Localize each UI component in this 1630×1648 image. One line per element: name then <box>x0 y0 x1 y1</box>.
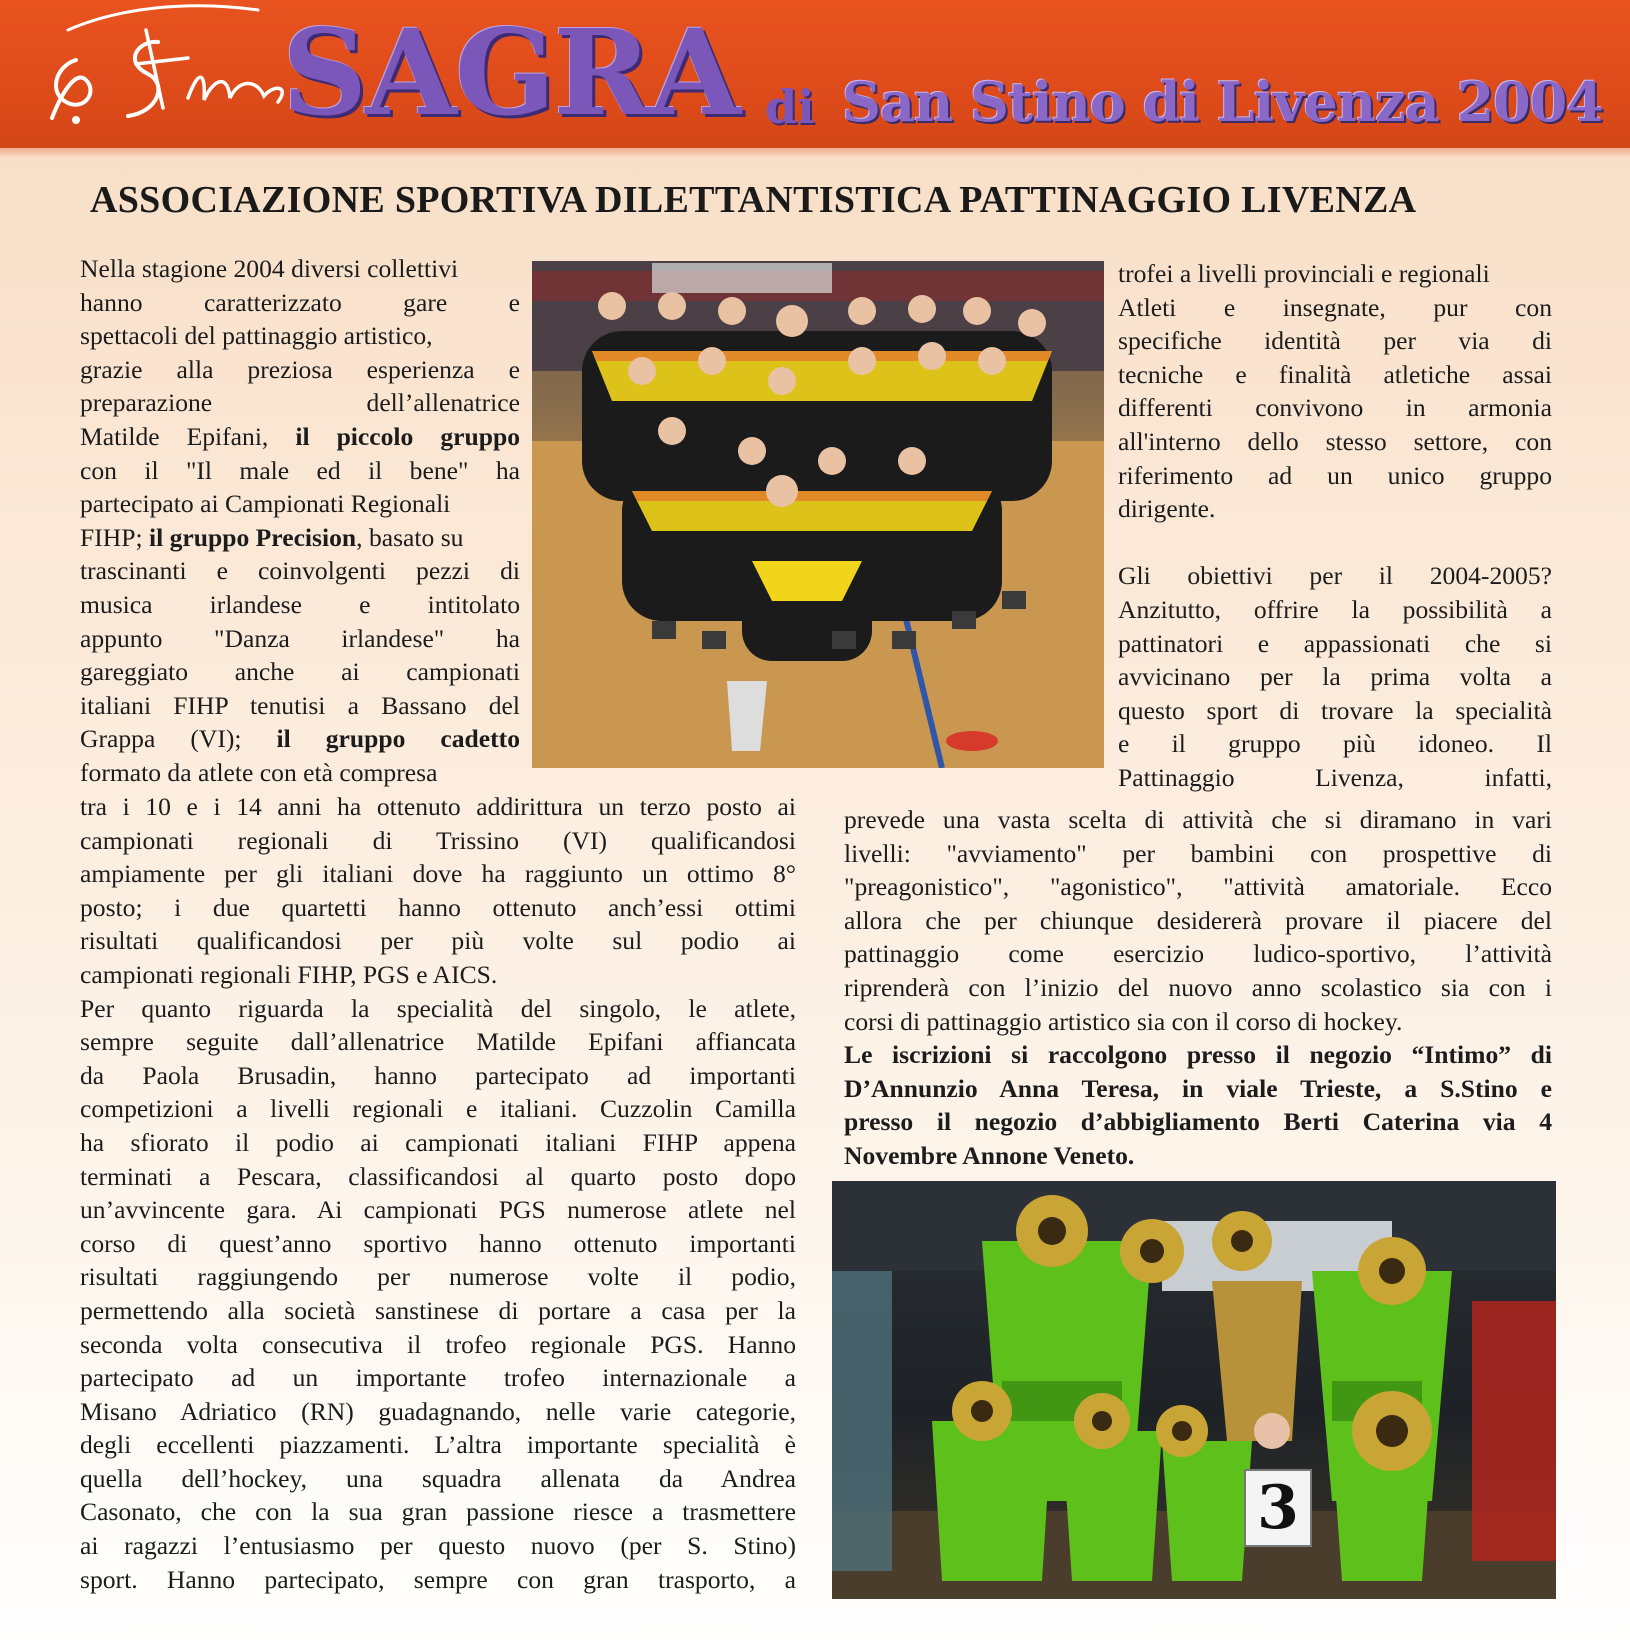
text-line: degli eccellenti piazzamenti. L’altra importante specialità è <box>80 1430 796 1460</box>
sunflower-team-photo <box>832 1181 1556 1599</box>
text-line: hanno caratterizzato gare e <box>80 287 520 317</box>
spacer <box>1118 526 1552 560</box>
text-line-bold: Le iscrizioni si raccolgono presso il negozio “Intimo” di <box>844 1040 1552 1070</box>
text-line: tra i 10 e i 14 anni ha ottenuto addirittura un terzo posto ai <box>80 792 796 821</box>
text-line: "preagonistico", "agonistico", "attività amatoriale. Ecco <box>844 872 1552 902</box>
text-line: tecniche e finalità atletiche assai <box>1118 359 1552 389</box>
text-line: corso di quest’anno sportivo hanno ottenuto importanti <box>80 1228 796 1258</box>
text-line: Anzitutto, offrire la possibilità a <box>1118 594 1552 624</box>
text-line: riprenderà con l’inizio del nuovo anno scolastico sia con i <box>844 972 1552 1002</box>
text-line: trofei a livelli provinciali e regionali <box>1118 259 1490 288</box>
text-line: e il gruppo più idoneo. Il <box>1118 729 1552 759</box>
title-di: di <box>765 80 815 134</box>
text-line-bold: presso il negozio d’abbigliamento Berti Caterina via 4 <box>844 1107 1552 1137</box>
text-line <box>80 722 520 756</box>
left-column-bottom <box>80 790 796 1596</box>
text-line: musica irlandese e intitolato <box>80 589 520 619</box>
text-line: ai ragazzi l’entusiasmo per questo nuovo (per S. Stino) <box>80 1531 796 1561</box>
text-line: risultati qualificandosi per più volte sul podio ai <box>80 926 796 956</box>
text-line: preparazione dell’allenatrice <box>80 388 520 418</box>
text-line: partecipato ad un importante trofeo internazionale a <box>80 1363 796 1393</box>
text-line: posto; i due quartetti hanno ottenuto anch’essi ottimi <box>80 892 796 922</box>
text-line: prevede una vasta scelta di attività che si diramano in vari <box>844 805 1552 834</box>
text-line: pattinatori e appassionati che si <box>1118 628 1552 658</box>
text-line: partecipato ai Campionati Regionali <box>80 489 451 519</box>
text-line: riferimento ad un unico gruppo <box>1118 460 1552 490</box>
text-line-bold: Novembre Annone Veneto. <box>844 1140 1135 1170</box>
bold-span: il gruppo cadetto <box>276 724 520 754</box>
text-line: differenti convivono in armonia <box>1118 393 1552 423</box>
text-span: Matilde Epifani, <box>80 421 269 451</box>
text-line-bold: D’Annunzio Anna Teresa, in viale Trieste, a S.Stino e <box>844 1073 1552 1103</box>
text-line: con il "Il male ed il bene" ha <box>80 455 520 485</box>
text-line: allora che per chiunque desidererà provare il piacere del <box>844 905 1552 935</box>
text-line: pattinaggio come esercizio ludico-sportivo, l’attività <box>844 939 1552 969</box>
text-line <box>80 521 520 555</box>
bold-span: il gruppo Precision <box>149 522 357 552</box>
text-line: permettendo alla società sanstinese di portare a casa per la <box>80 1295 796 1325</box>
text-line: corsi di pattinaggio artistico sia con il corso di hockey. <box>844 1006 1403 1036</box>
text-span: FIHP; <box>80 522 143 552</box>
text-line: spettacoli del pattinaggio artistico, <box>80 321 433 351</box>
text-line: un’avvincente gara. Ai campionati PGS numerose atlete nel <box>80 1195 796 1225</box>
text-line: competizioni a livelli regionali e italiani. Cuzzolin Camilla <box>80 1094 796 1124</box>
text-line: da Paola Brusadin, hanno partecipato ad importanti <box>80 1060 796 1090</box>
text-line: terminati a Pescara, classificandosi al quarto posto dopo <box>80 1161 796 1191</box>
text-line <box>80 420 520 454</box>
text-line: ha sfiorato il podio ai campionati italiani FIHP appena <box>80 1127 796 1157</box>
text-line: appunto "Danza irlandese" ha <box>80 623 520 653</box>
text-line: sempre seguite dall’allenatrice Matilde Epifani affiancata <box>80 1027 796 1057</box>
text-line: dirigente. <box>1118 494 1216 524</box>
text-line: trascinanti e coinvolgenti pezzi di <box>80 556 520 586</box>
sagra-title: SAGRA <box>282 3 740 142</box>
text-line: grazie alla preziosa esperienza e <box>80 354 520 384</box>
title-place: San Stino di Livenza 2004 <box>842 70 1603 134</box>
text-line: ampiamente per gli italiani dove ha raggiunto un ottimo 8° <box>80 859 796 889</box>
text-line: Gli obiettivi per il 2004-2005? <box>1118 561 1552 591</box>
text-line: formato da atlete con età compresa <box>80 757 438 787</box>
text-line: risultati raggiungendo per numerose volte il podio, <box>80 1262 796 1292</box>
team-photo-art <box>532 261 1104 768</box>
text-line: Atleti e insegnate, pur con <box>1118 292 1552 322</box>
text-line: italiani FIHP tenutisi a Bassano del <box>80 690 520 720</box>
text-line: campionati regionali FIHP, PGS e AICS. <box>80 959 498 989</box>
text-line: campionati regionali di Trissino (VI) qualificandosi <box>80 825 796 855</box>
text-line: sport. Hanno partecipato, sempre con gran trasporto, a <box>80 1564 796 1594</box>
text-line: livelli: "avviamento" per bambini con prospettive di <box>844 838 1552 868</box>
right-column-top <box>1118 257 1552 795</box>
text-line: Pattinaggio Livenza, infatti, <box>1118 762 1552 792</box>
left-column-top <box>80 252 520 790</box>
text-line: Casonato, che con la sua gran passione riesce a trasmettere <box>80 1497 796 1527</box>
sunflower-photo-art <box>832 1181 1556 1599</box>
text-line: all'interno dello stesso settore, con <box>1118 426 1552 456</box>
text-line: seconda volta consecutiva il trofeo regionale PGS. Hanno <box>80 1329 796 1359</box>
text-line: gareggiato anche ai campionati <box>80 657 520 687</box>
text-line: Nella stagione 2004 diversi collettivi <box>80 254 459 283</box>
bold-span: il piccolo gruppo <box>295 421 520 451</box>
text-line: Misano Adriatico (RN) guadagnando, nelle varie categorie, <box>80 1396 796 1426</box>
text-span: Grappa (VI); <box>80 724 242 754</box>
text-line: Per quanto riguarda la specialità del singolo, le atlete, <box>80 993 796 1023</box>
text-line: questo sport di trovare la specialità <box>1118 695 1552 725</box>
text-line: specifiche identità per via di <box>1118 326 1552 356</box>
right-column-bottom <box>844 803 1552 1173</box>
article-headline: ASSOCIAZIONE SPORTIVA DILETTANTISTICA PATTINAGGIO LIVENZA <box>90 179 1417 221</box>
placard-number: 3 <box>1244 1469 1312 1547</box>
text-line: avvicinano per la prima volta a <box>1118 662 1552 692</box>
text-span: , basato su <box>356 522 464 552</box>
text-line: quella dell’hockey, una squadra allenata da Andrea <box>80 1463 796 1493</box>
team-photo <box>532 261 1104 768</box>
banner-fade <box>0 148 1630 158</box>
